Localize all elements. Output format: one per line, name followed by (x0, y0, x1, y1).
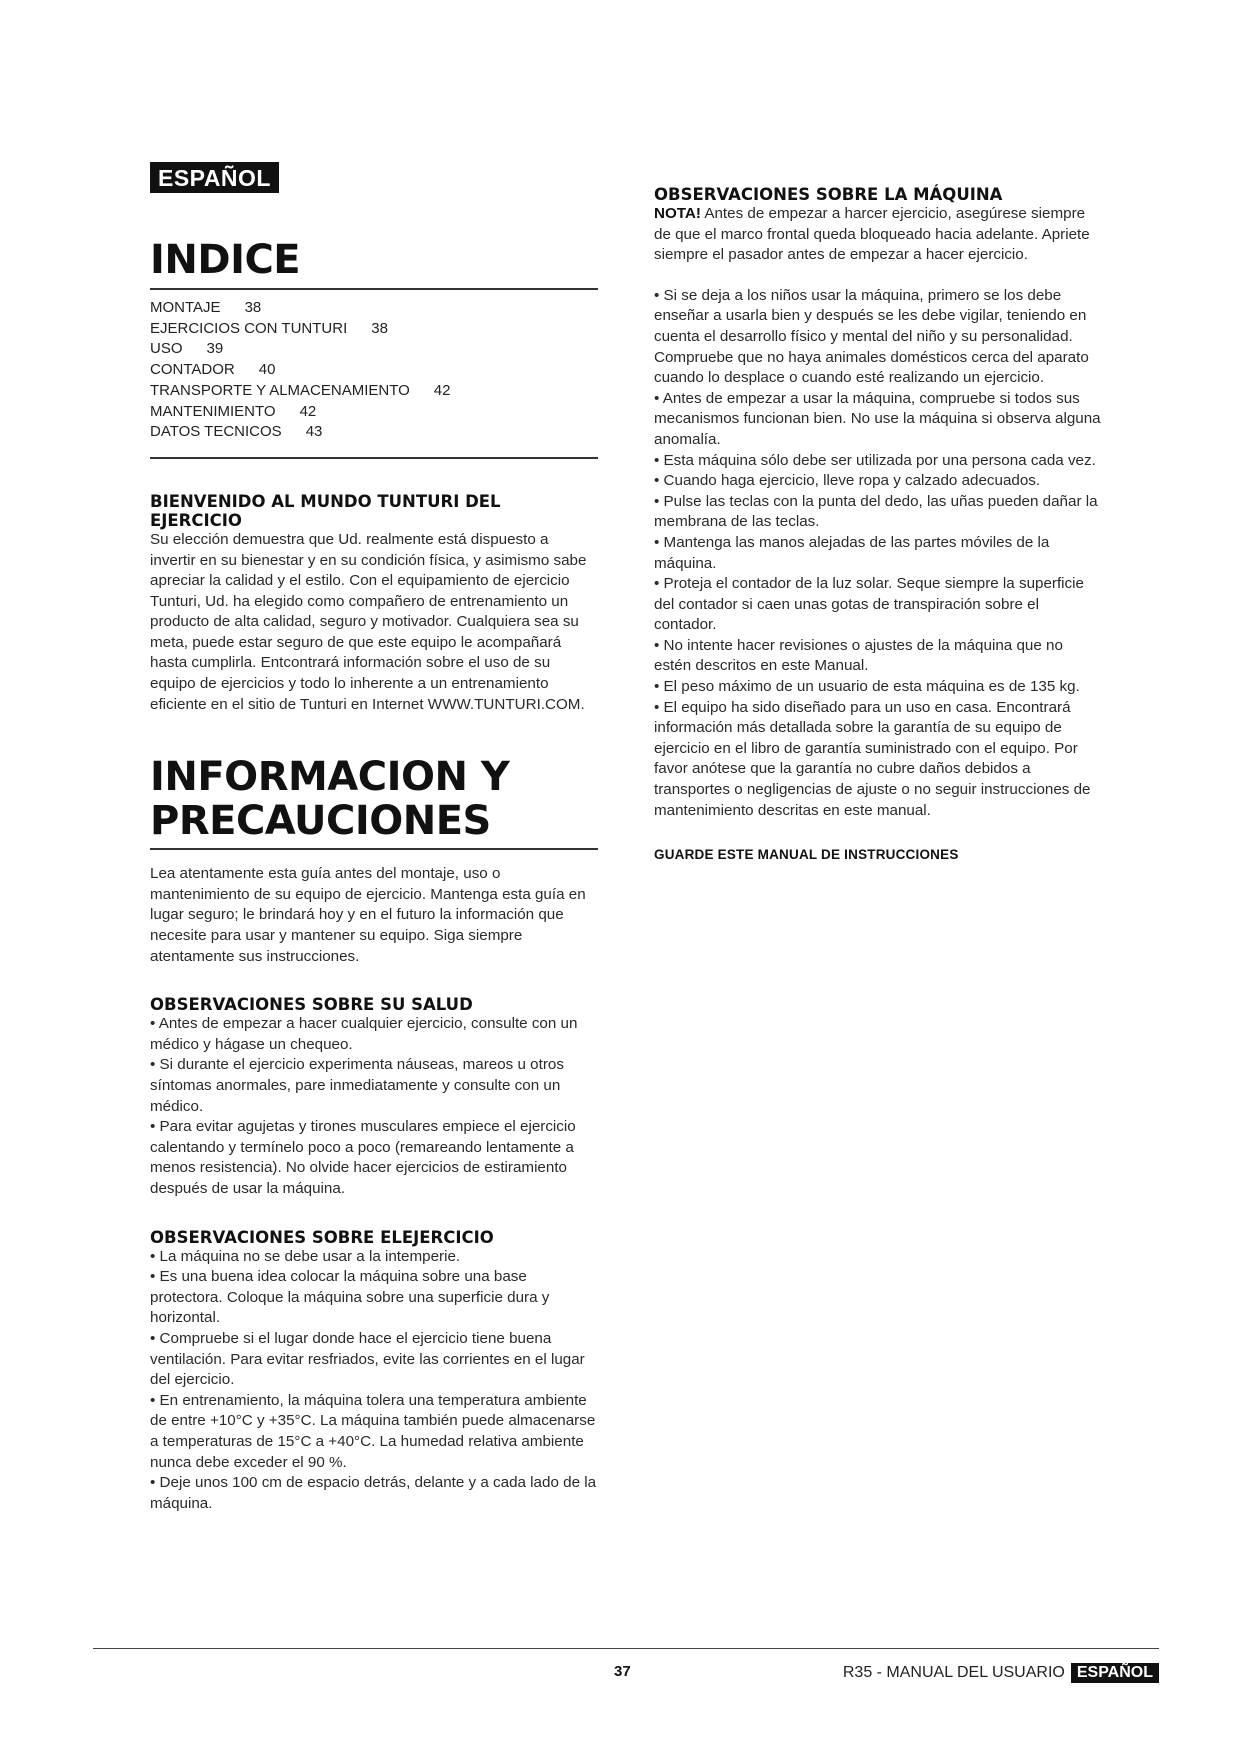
page-number: 37 (614, 1663, 631, 1680)
list-item: • La máquina no se debe usar a la intemperie. (150, 1247, 598, 1268)
toc-item[interactable]: MONTAJE 38 (150, 299, 262, 316)
list-item: • El peso máximo de un usuario de esta máquina es de 135 kg. (654, 677, 1104, 698)
toc-item[interactable]: DATOS TECNICOS 43 (150, 423, 323, 441)
list-item: • Deje unos 100 cm de espacio detrás, delante y a cada lado de la máquina. (150, 1473, 598, 1514)
ejercicio-list (150, 1247, 598, 1515)
informacion-intro: Lea atentamente esta guía antes del montaje, uso o mantenimiento de su equipo de ejercicio. Mantenga esta guía en lugar seguro; le brindará hoy y en el futuro la información que necesite para usar y mantener su equipo. Siga siempre atentamente sus instrucciones. (150, 865, 586, 965)
list-item: • Para evitar agujetas y tirones musculares empiece el ejercicio calentando y termínelo poco a poco (remareando lentamente a menos resistencia). No olvide hacer ejercicios de estiramiento después de usar la máquina. (150, 1117, 598, 1199)
list-item: • No intente hacer revisiones o ajustes de la máquina que no estén descritos en este Manual. (654, 636, 1104, 677)
list-item: • Esta máquina sólo debe ser utilizada por una persona cada vez. (654, 451, 1104, 472)
indice-rule (150, 288, 598, 290)
bienvenido-heading: BIENVENIDO AL MUNDO TUNTURI DEL EJERCICIO (150, 491, 501, 530)
toc-item[interactable]: CONTADOR 40 (150, 361, 276, 379)
informacion-rule (150, 848, 598, 850)
maquina-list (654, 286, 1104, 821)
list-item: • En entrenamiento, la máquina tolera una temperatura ambiente de entre +10°C y +35°C. La máquina también puede almacenarse a temperaturas de 15°C a +40°C. La humedad relativa ambiente nunca debe exceder el 90 %. (150, 1391, 598, 1473)
footer-rule (93, 1648, 1159, 1649)
list-item: • Antes de empezar a hacer cualquier ejercicio, consulte con un médico y hágase un chequeo. (150, 1014, 598, 1055)
bienvenido-text: Su elección demuestra que Ud. realmente está dispuesto a invertir en su bienestar y en su condición física, y asimismo sabe apreciar la calidad y el estilo. Con el equipamiento de ejercicio Tunturi, Ud. ha elegido como compañero de entrenamiento un producto de alta calidad, seguro y motivador. Cualquiera sea su meta, puede estar seguro de que este equipo le acompañará hasta cumplirla. Entcontrará información sobre el uso de su equipo de ejercicios y todo lo inherente a un entrenamiento eficiente en el sitio de Tunturi en Internet WWW.TUNTURI.COM. (150, 530, 587, 713)
toc-item[interactable]: TRANSPORTE Y ALMACENAMIENTO 42 (150, 381, 451, 399)
save-manual-note: GUARDE ESTE MANUAL DE INSTRUCCIONES (654, 847, 959, 863)
list-item: • Mantenga las manos alejadas de las partes móviles de la máquina. (654, 533, 1104, 574)
list-item: • Antes de empezar a usar la máquina, compruebe si todos sus mecanismos funcionan bien. No use la máquina si observa alguna anomalía. (654, 389, 1104, 451)
left-column (150, 162, 598, 1514)
list-item: • Es una buena idea colocar la máquina sobre una base protectora. Coloque la máquina sobre una superficie dura y horizontal. (150, 1267, 598, 1329)
language-badge: ESPAÑOL (150, 162, 279, 193)
informacion-title: INFORMACION Y PRECAUCIONES (150, 754, 510, 845)
footer-language-badge: ESPAÑOL (1071, 1663, 1159, 1683)
list-item: • Si se deja a los niños usar la máquina, primero se los debe enseñar a usarla bien y después se les debe vigilar, teniendo en cuenta el desarrollo físico y mental del niño y su personalidad. Compruebe que no haya animales domésticos cerca del aparato cuando lo desplace o cuando esté realizando un ejercicio. (654, 286, 1104, 389)
maquina-heading: OBSERVACIONES SOBRE LA MÁQUINA (654, 185, 1003, 204)
list-item: • El equipo ha sido diseñado para un uso en casa. Encontrará información más detallada sobre la garantía de su equipo de ejercicio en el libro de garantía suministrado con el equipo. Por favor anótese que la garantía no cubre daños debidos a transportes o negligencias de ajuste o no seguir instrucciones de mantenimiento descritas en este manual. (654, 698, 1104, 822)
nota-text: Antes de empezar a harcer ejercicio, asegúrese siempre de que el marco frontal queda bloqueado hacia adelante. Apriete siempre el pasador antes de empezar a hacer ejercicio. (654, 205, 1090, 264)
list-item: • Proteja el contador de la luz solar. Seque siempre la superficie del contador si caen unas gotas de transpiración sobre el contador. (654, 574, 1104, 636)
list-item: • Si durante el ejercicio experimenta náuseas, mareos u otros síntomas anormales, pare inmediatamente y consulte con un médico. (150, 1055, 598, 1117)
list-item: • Compruebe si el lugar donde hace el ejercicio tiene buena ventilación. Para evitar resfriados, evite las corrientes en el lugar del ejercicio. (150, 1329, 598, 1391)
indice-title: INDICE (150, 237, 301, 283)
right-column (654, 185, 1104, 862)
list-item: • Cuando haga ejercicio, lleve ropa y calzado adecuados. (654, 471, 1104, 492)
ejercicio-heading: OBSERVACIONES SOBRE ELEJERCICIO (150, 1227, 494, 1247)
toc-item[interactable]: USO 39 (150, 340, 224, 358)
manual-title: R35 - MANUAL DEL USUARIO (842, 1664, 1065, 1681)
table-of-contents (150, 298, 598, 443)
toc-bottom-rule (150, 457, 598, 459)
toc-item[interactable]: EJERCICIOS CON TUNTURI 38 (150, 319, 388, 337)
footer-title-block (843, 1663, 1159, 1683)
salud-heading: OBSERVACIONES SOBRE SU SALUD (150, 995, 473, 1015)
list-item: • Pulse las teclas con la punta del dedo, las uñas pueden dañar la membrana de las teclas. (654, 492, 1104, 533)
salud-list (150, 1014, 598, 1199)
toc-item[interactable]: MANTENIMIENTO 42 (150, 402, 317, 420)
nota-label: NOTA! (654, 205, 701, 222)
maquina-nota (654, 204, 1104, 266)
